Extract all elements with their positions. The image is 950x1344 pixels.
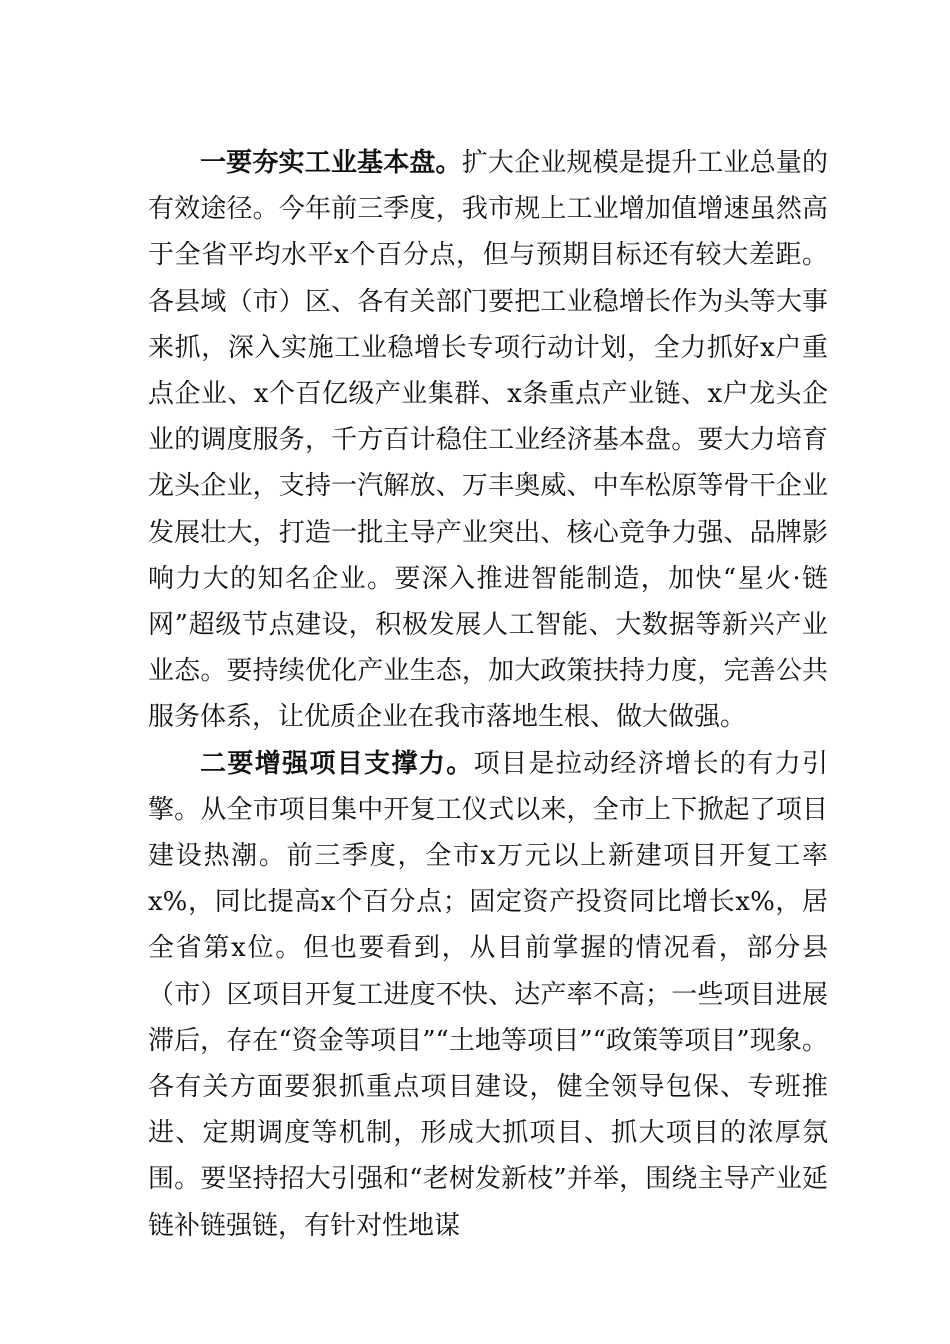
paragraph-heading: 一要夯实工业基本盘。 — [200, 148, 462, 178]
paragraph-text: 扩大企业规模是提升工业总量的有效途径。今年前三季度，我市规上工业增加值增速虽然高于全省平均水平x个百分点，但与预期目标还有较大差距。各县域（市）区、各有关部门要把工业稳增长作为头等大事来抓，深入实施工业稳增长专项行动计划，全力抓好x户重点企业、x个百亿级产业集群、x条重点产业链、x户龙头企业的调度服务，千方百计稳住工业经济基本盘。要大力培育龙头企业，支持一汽解放、万丰奥威、中车松原等骨干企业发展壮大，打造一批主导产业突出、核心竞争力强、品牌影响力大的知名企业。要深入推进智能制造，加快“星火·链网”超级节点建设，积极发展人工智能、大数据等新兴产业业态。要持续优化产业生态，加大政策扶持力度，完善公共服务体系，让优质企业在我市落地生根、做大做强。 — [148, 148, 828, 733]
paragraph-text: 项目是拉动经济增长的有力引擎。从全市项目集中开复工仪式以来，全市上下掀起了项目建设热潮。前三季度，全市x万元以上新建项目开复工率x%，同比提高x个百分点；固定资产投资同比增长x%，居全省第x位。但也要看到，从目前掌握的情况看，部分县（市）区项目开复工进度不快、达产率不高；一些项目进展滞后，存在“资金等项目”“土地等项目”“政策等项目”现象。各有关方面要狠抓重点项目建设，健全领导包保、专班推进、定期调度等机制，形成大抓项目、抓大项目的浓厚氛围。要坚持招大引强和“老树发新枝”并举，围绕主导产业延链补链强链，有针对性地谋 — [148, 748, 828, 1241]
paragraph-heading: 二要增强项目支撑力。 — [200, 748, 474, 779]
paragraph-industry — [148, 140, 828, 741]
paragraph-projects — [148, 741, 828, 1249]
document-body — [148, 140, 828, 1249]
